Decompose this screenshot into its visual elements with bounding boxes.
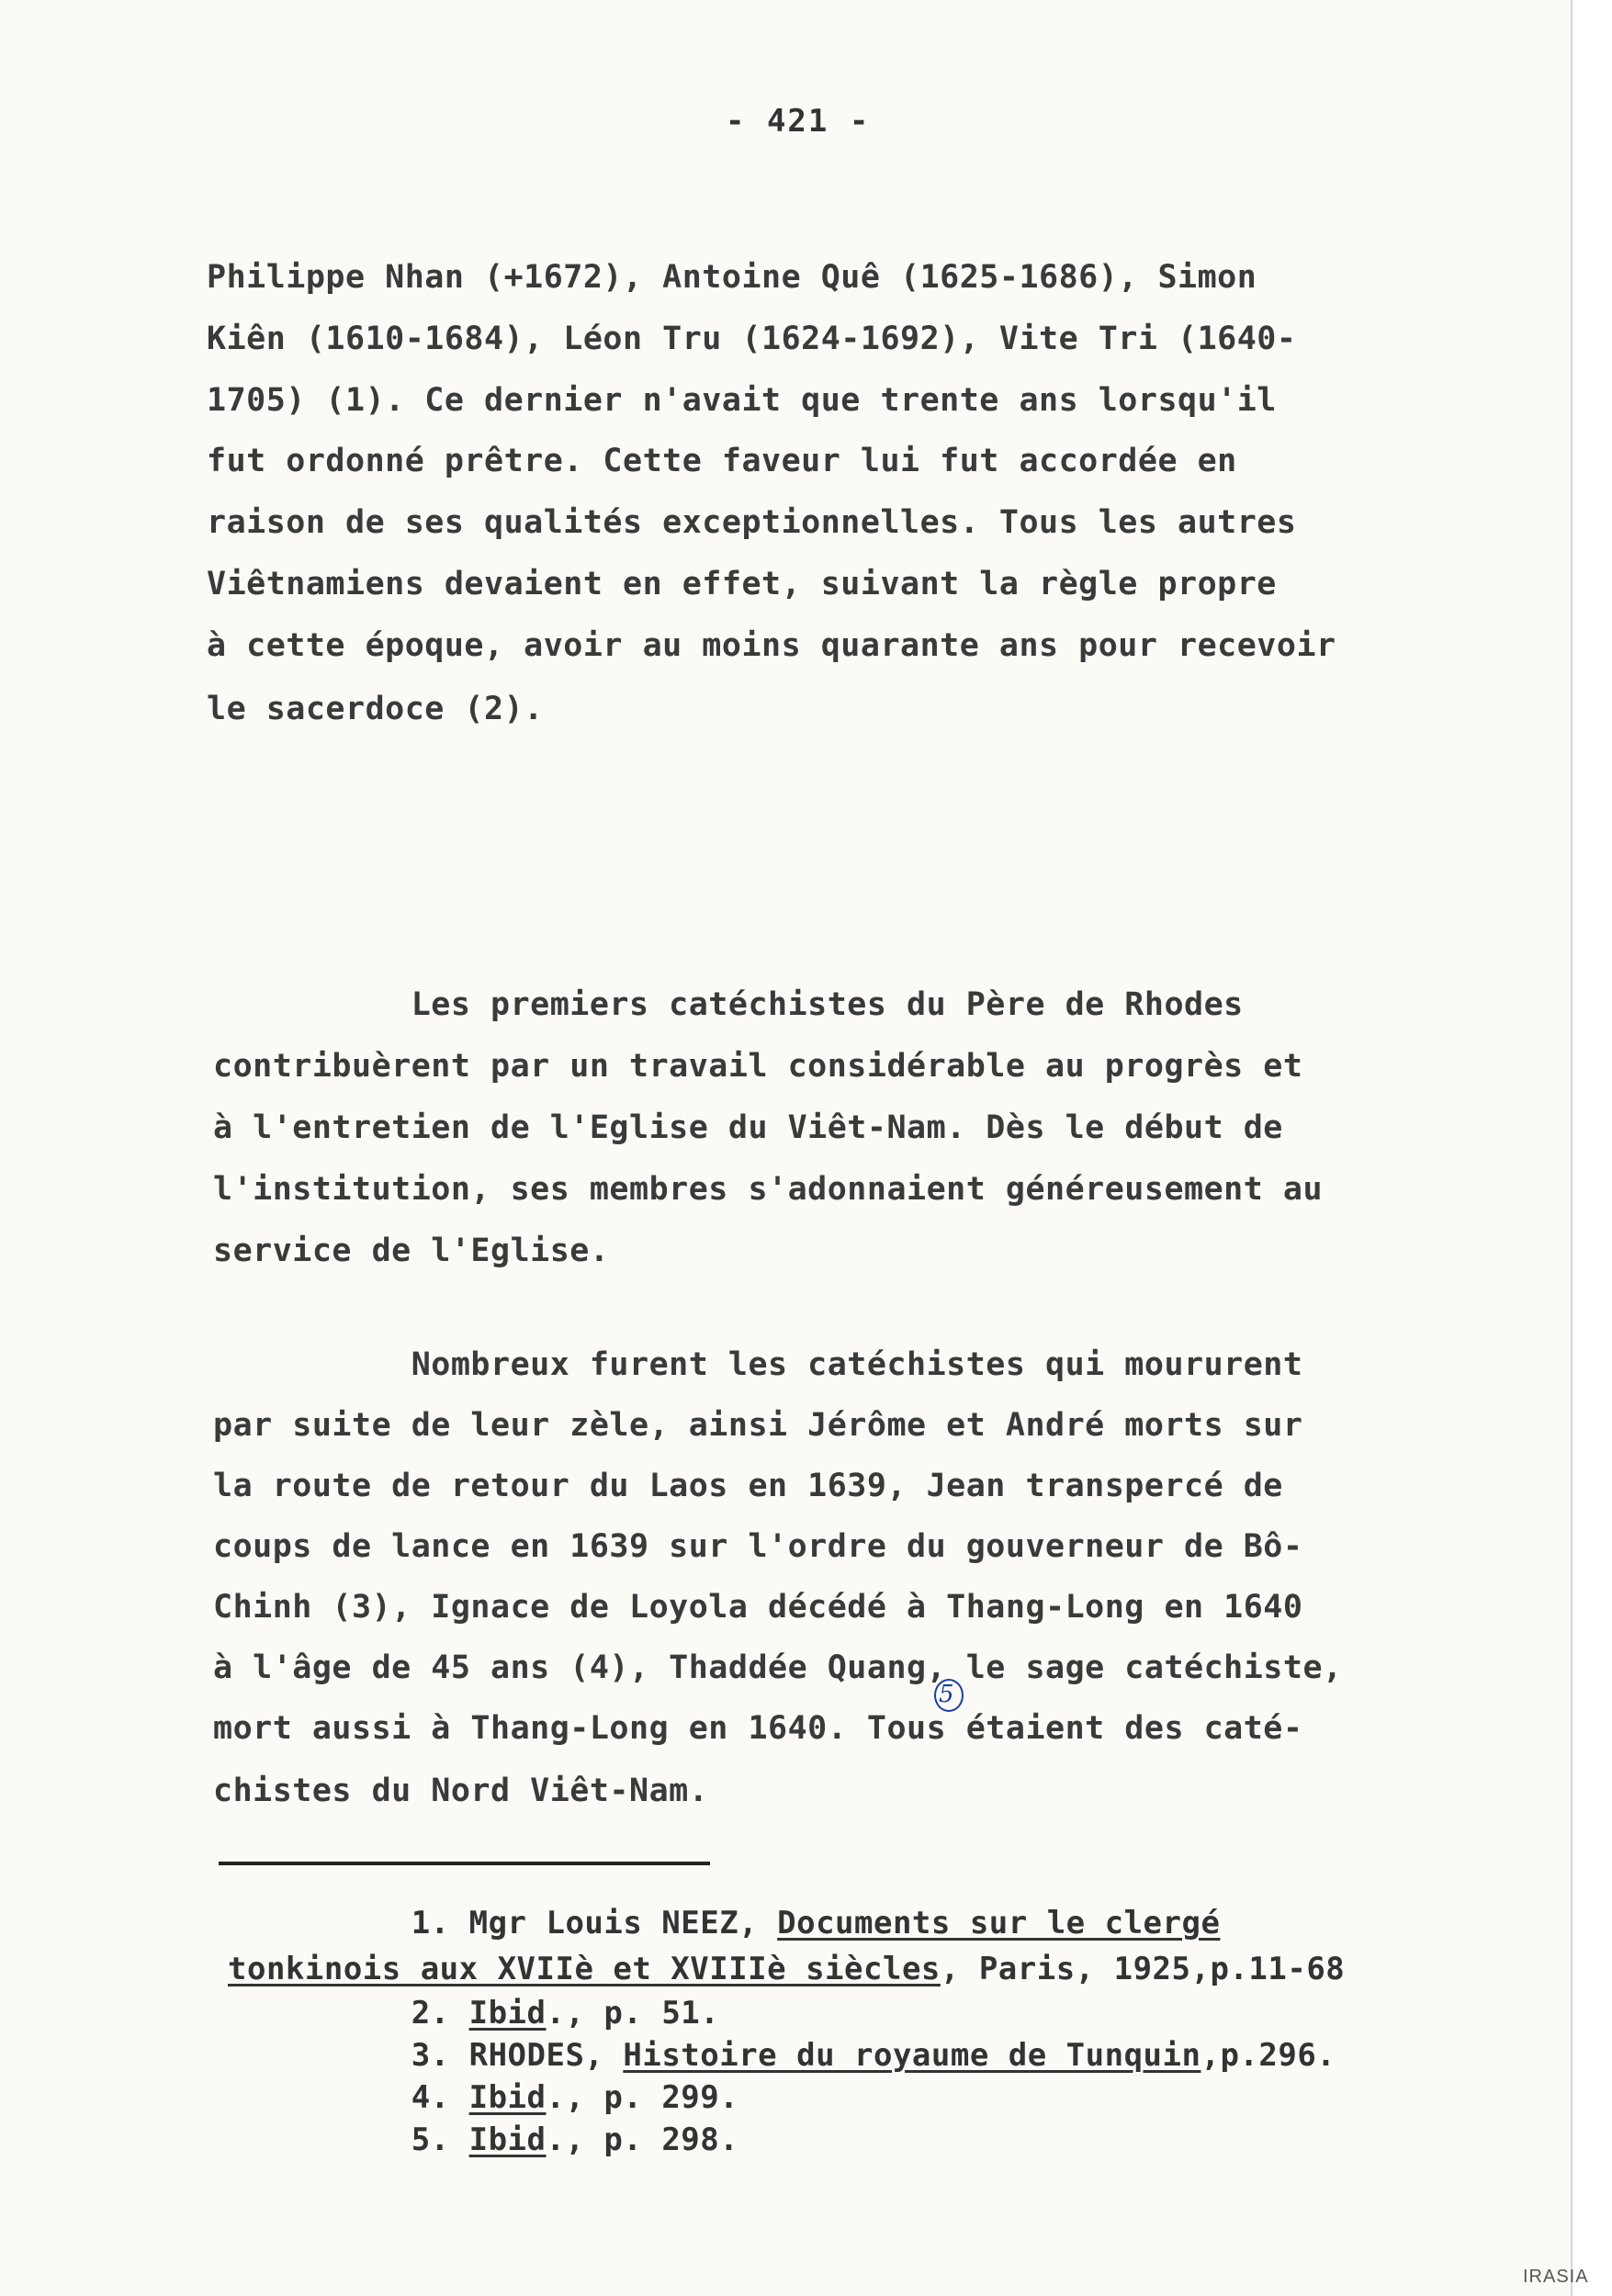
footnote-5-ref: Ibid: [468, 2122, 547, 2158]
paragraph3-line: chistes du Nord Viêt-Nam.: [213, 1773, 709, 1809]
footnote-4-ref: Ibid: [468, 2079, 547, 2116]
paragraph1-line: le sacerdoce (2).: [207, 691, 544, 727]
footnote-3-prefix: 3. RHODES,: [219, 2037, 624, 2074]
paragraph3-line: mort aussi à Thang-Long en 1640. Tous étaient des caté-: [213, 1710, 1303, 1747]
footnote-2-ref: Ibid: [468, 1995, 547, 2032]
footnote-3: [219, 2037, 1336, 2074]
handwritten-footnote-mark: 5: [939, 1681, 954, 1708]
footnote-1-suffix: , Paris, 1925,p.11-68: [940, 1951, 1346, 1987]
footnote-1-title-continued: tonkinois aux XVIIè et XVIIIè siècles: [228, 1951, 941, 1987]
page-number: - 421 -: [726, 103, 871, 140]
footnote-3-title: Histoire du royaume de Tunquin: [623, 2037, 1201, 2074]
paragraph1-line: Philippe Nhan (+1672), Antoine Quê (1625-1686), Simon: [207, 259, 1257, 296]
footnote-1-continued: [228, 1951, 1345, 1987]
paragraph3-line: coups de lance en 1639 sur l'ordre du gouverneur de Bô-: [213, 1528, 1303, 1565]
scan-page-edge: [1571, 0, 1612, 2296]
watermark: IRASIA: [1523, 2267, 1589, 2287]
paragraph3-line: Chinh (3), Ignace de Loyola décédé à Thang-Long en 1640: [213, 1589, 1303, 1626]
footnote-5: [219, 2122, 738, 2158]
paragraph1-line: raison de ses qualités exceptionnelles. Tous les autres: [207, 504, 1297, 541]
footnote-2-suffix: ., p. 51.: [546, 1995, 720, 2032]
footnote-2: [219, 1995, 719, 2032]
footnote-2-number: 2.: [219, 1995, 469, 2032]
paragraph3-line: Nombreux furent les catéchistes qui moururent: [213, 1346, 1303, 1383]
paragraph1-line: Viêtnamiens devaient en effet, suivant la règle propre: [207, 566, 1277, 602]
paragraph3-line: la route de retour du Laos en 1639, Jean transpercé de: [213, 1468, 1283, 1504]
paragraph3-line: à l'âge de 45 ans (4), Thaddée Quang, le sage catéchiste,: [213, 1649, 1343, 1686]
paragraph2-line: l'institution, ses membres s'adonnaient généreusement au: [213, 1171, 1324, 1208]
footnote-4-suffix: ., p. 299.: [546, 2079, 739, 2116]
footnote-3-suffix: ,p.296.: [1201, 2037, 1336, 2074]
paragraph2-line: Les premiers catéchistes du Père de Rhodes: [213, 986, 1244, 1023]
footnote-1-prefix: 1. Mgr Louis NEEZ,: [219, 1905, 778, 1941]
paragraph1-line: 1705) (1). Ce dernier n'avait que trente ans lorsqu'il: [207, 382, 1277, 419]
footnote-4-number: 4.: [219, 2079, 469, 2116]
footnote-4: [219, 2079, 738, 2116]
paragraph3-line: par suite de leur zèle, ainsi Jérôme et André morts sur: [213, 1407, 1303, 1444]
paragraph2-line: contribuèrent par un travail considérable au progrès et: [213, 1048, 1303, 1085]
paragraph2-line: à l'entretien de l'Eglise du Viêt-Nam. Dès le début de: [213, 1109, 1283, 1146]
footnote-separator: [219, 1862, 710, 1865]
footnote-1: [219, 1905, 1220, 1941]
footnote-5-number: 5.: [219, 2122, 469, 2158]
paragraph1-line: fut ordonné prêtre. Cette faveur lui fut accordée en: [207, 443, 1237, 479]
paragraph1-line: à cette époque, avoir au moins quarante ans pour recevoir: [207, 627, 1336, 664]
footnote-1-title: Documents sur le clergé: [777, 1905, 1221, 1941]
footnote-5-suffix: ., p. 298.: [546, 2122, 739, 2158]
paragraph1-line: Kiên (1610-1684), Léon Tru (1624-1692), Vite Tri (1640-: [207, 321, 1297, 357]
paragraph2-line: service de l'Eglise.: [213, 1232, 610, 1269]
